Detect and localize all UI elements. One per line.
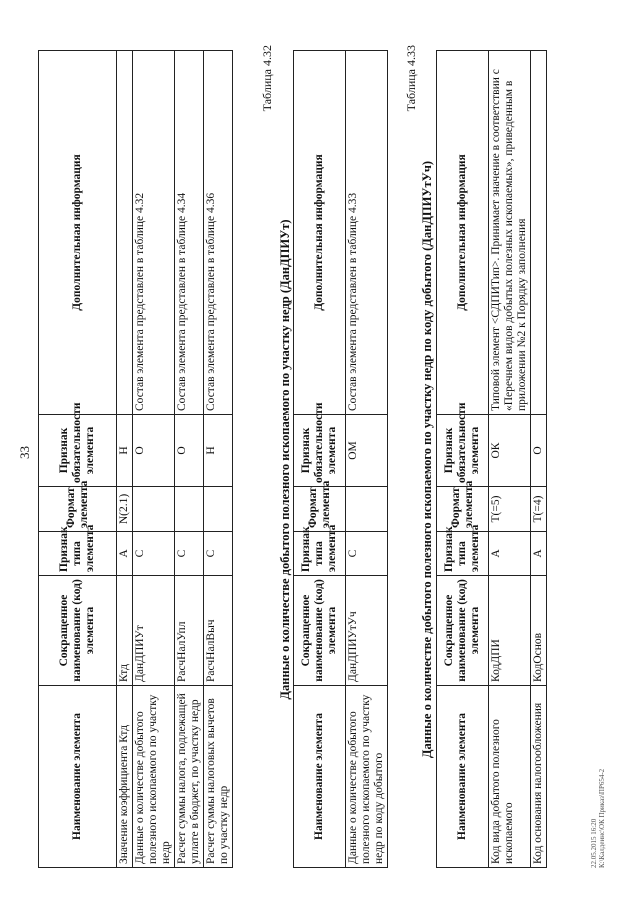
cell-format: T(=5) [489,487,531,532]
cell-info: Состав элемента представлен в таблице 4.34 [175,51,204,415]
cell-required: О [175,415,204,487]
cell-name: Данные о количестве добытого полезного ископаемого по участку недр [133,686,175,868]
cell-code: Ктд [117,576,133,686]
header-required: Признак обязательности элемента [294,415,346,487]
page-number: 33 [17,446,32,459]
cell-required: ОМ [346,415,388,487]
cell-code: РасчНалУпл [175,576,204,686]
cell-code: ДанДПИУтУч [346,576,388,686]
header-code: Сокращенное наименование (код) элемента [39,576,117,686]
table-row [531,51,547,868]
cell-required: ОК [489,415,531,487]
cell-type: С [204,532,233,576]
table-row [133,51,175,868]
header-info: Дополнительная информация [39,51,117,415]
table-row [346,51,388,868]
cell-name: Код основания налогообложения [531,686,547,868]
cell-name: Код вида добытого полезного ископаемого [489,686,531,868]
cell-format [346,487,388,532]
cell-info: Типовой элемент <СДПИТип>. Принимает значение в соответствии с «Перечнем видов добытых полезных ископаемых», приведенным в приложении №2 к Порядку заполнения [489,51,531,415]
table-4-33-caption: Таблица 4.33 [404,45,418,112]
cell-type: С [346,532,388,576]
header-name: Наименование элемента [39,686,117,868]
cell-required: О [531,415,547,487]
header-type: Признак типа элемента [294,532,346,576]
cell-info: Состав элемента представлен в таблице 4.32 [133,51,175,415]
header-info: Дополнительная информация [294,51,346,415]
cell-name: Расчет суммы налоговых вычетов по участку недр [204,686,233,868]
cell-info: Состав элемента представлен в таблице 4.36 [204,51,233,415]
table-4-32-caption: Таблица 4.32 [260,45,274,112]
header-required: Признак обязательности элемента [39,415,117,487]
cell-name: Значение коэффициента Ктд [117,686,133,868]
cell-type: А [531,532,547,576]
cell-required: О [133,415,175,487]
cell-code: РасчНалВыч [204,576,233,686]
header-type: Признак типа элемента [39,532,117,576]
table-continuation [38,50,233,868]
header-format: Формат элемента [294,487,346,532]
footer-date: 22.05.2015 16:20 [590,818,598,868]
cell-info [531,51,547,415]
header-required: Признак обязательности элемента [437,415,489,487]
header-info: Дополнительная информация [437,51,489,415]
footer-path: К:\Калдеинс\ОК Приказ\ПР654-2 [598,768,606,868]
table-4-33 [436,50,547,868]
cell-format [204,487,233,532]
cell-required: Н [204,415,233,487]
cell-format [133,487,175,532]
cell-type: С [133,532,175,576]
cell-required: Н [117,415,133,487]
table-4-33-title: Данные о количестве добытого полезного ископаемого по участку недр по коду добытого (ДанДПИУтУч) [420,160,434,759]
cell-format: N(2.1) [117,487,133,532]
cell-type: А [117,532,133,576]
cell-type: А [489,532,531,576]
header-type: Признак типа элемента [437,532,489,576]
table-row [204,51,233,868]
cell-info [117,51,133,415]
header-name: Наименование элемента [437,686,489,868]
cell-format: T(=4) [531,487,547,532]
header-format: Формат элемента [437,487,489,532]
header-code: Сокращенное наименование (код) элемента [294,576,346,686]
table-row [117,51,133,868]
table-4-32 [293,50,388,868]
cell-info: Состав элемента представлен в таблице 4.33 [346,51,388,415]
table-row [175,51,204,868]
table-row [489,51,531,868]
table-4-32-title: Данные о количестве добытого полезного ископаемого по участку недр (ДанДПИУт) [278,219,292,700]
cell-code: КодОснов [531,576,547,686]
header-format: Формат элемента [39,487,117,532]
cell-type: С [175,532,204,576]
footer-stamp [590,568,606,868]
cell-name: Расчет суммы налога, подлежащей уплате в бюджет, по участку недр [175,686,204,868]
cell-name: Данные о количестве добытого полезного ископаемого по участку недр по коду добытого [346,686,388,868]
header-code: Сокращенное наименование (код) элемента [437,576,489,686]
cell-format [175,487,204,532]
cell-code: ДанДПИУт [133,576,175,686]
cell-code: КодДПИ [489,576,531,686]
header-name: Наименование элемента [294,686,346,868]
